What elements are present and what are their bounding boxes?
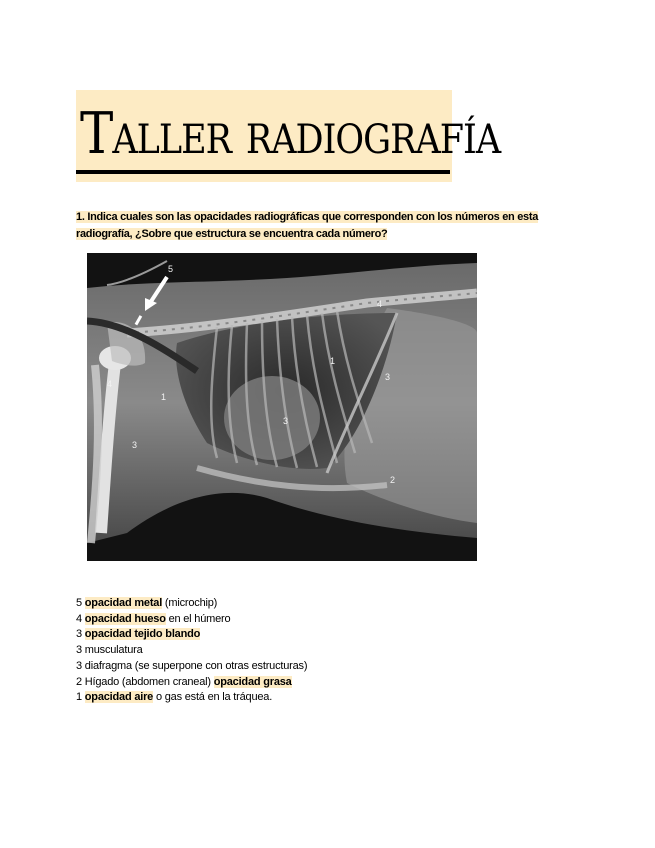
xray-label: 3 bbox=[385, 372, 391, 382]
answer-row: 1 opacidad aire o gas está en la tráquea. bbox=[76, 691, 273, 704]
xray-label: 3 bbox=[132, 440, 138, 450]
question-text bbox=[76, 209, 586, 243]
answer-opacity: opacidad metal bbox=[84, 597, 163, 609]
xray-label: 3 bbox=[283, 416, 289, 426]
answer-opacity: opacidad grasa bbox=[213, 675, 292, 688]
xray-label: 4 bbox=[377, 299, 383, 309]
answer-opacity: opacidad aire bbox=[84, 691, 154, 704]
answers-list bbox=[76, 596, 596, 706]
radiograph-image bbox=[87, 253, 477, 561]
xray-label: 5 bbox=[168, 264, 174, 274]
xray-label: 1 bbox=[161, 392, 167, 402]
page-title: Taller radiografía bbox=[80, 100, 501, 167]
question-highlight: 1. Indica cuales son las opacidades radiográficas que corresponden con los números en esta radiografía, ¿Sobre que estructura se encuentra cada número? bbox=[76, 211, 539, 240]
answer-opacity: opacidad hueso bbox=[84, 612, 166, 625]
xray-label: 2 bbox=[390, 475, 396, 485]
answer-row: 3 opacidad tejido blando bbox=[76, 628, 201, 641]
answer-row: 3 musculatura bbox=[76, 644, 143, 657]
xray-label: 1 bbox=[330, 356, 336, 366]
answer-row: 2 Hígado (abdomen craneal) opacidad grasa bbox=[76, 675, 292, 688]
answer-row: 5 opacidad metal (microchip) bbox=[76, 597, 218, 609]
answer-opacity: opacidad tejido blando bbox=[84, 628, 201, 641]
answer-row: 4 opacidad hueso en el húmero bbox=[76, 612, 231, 625]
title-underline bbox=[76, 170, 450, 174]
title-banner bbox=[76, 90, 501, 182]
xray-label: 4 bbox=[107, 379, 113, 389]
answer-row: 3 diafragma (se superpone con otras estructuras) bbox=[76, 659, 308, 672]
